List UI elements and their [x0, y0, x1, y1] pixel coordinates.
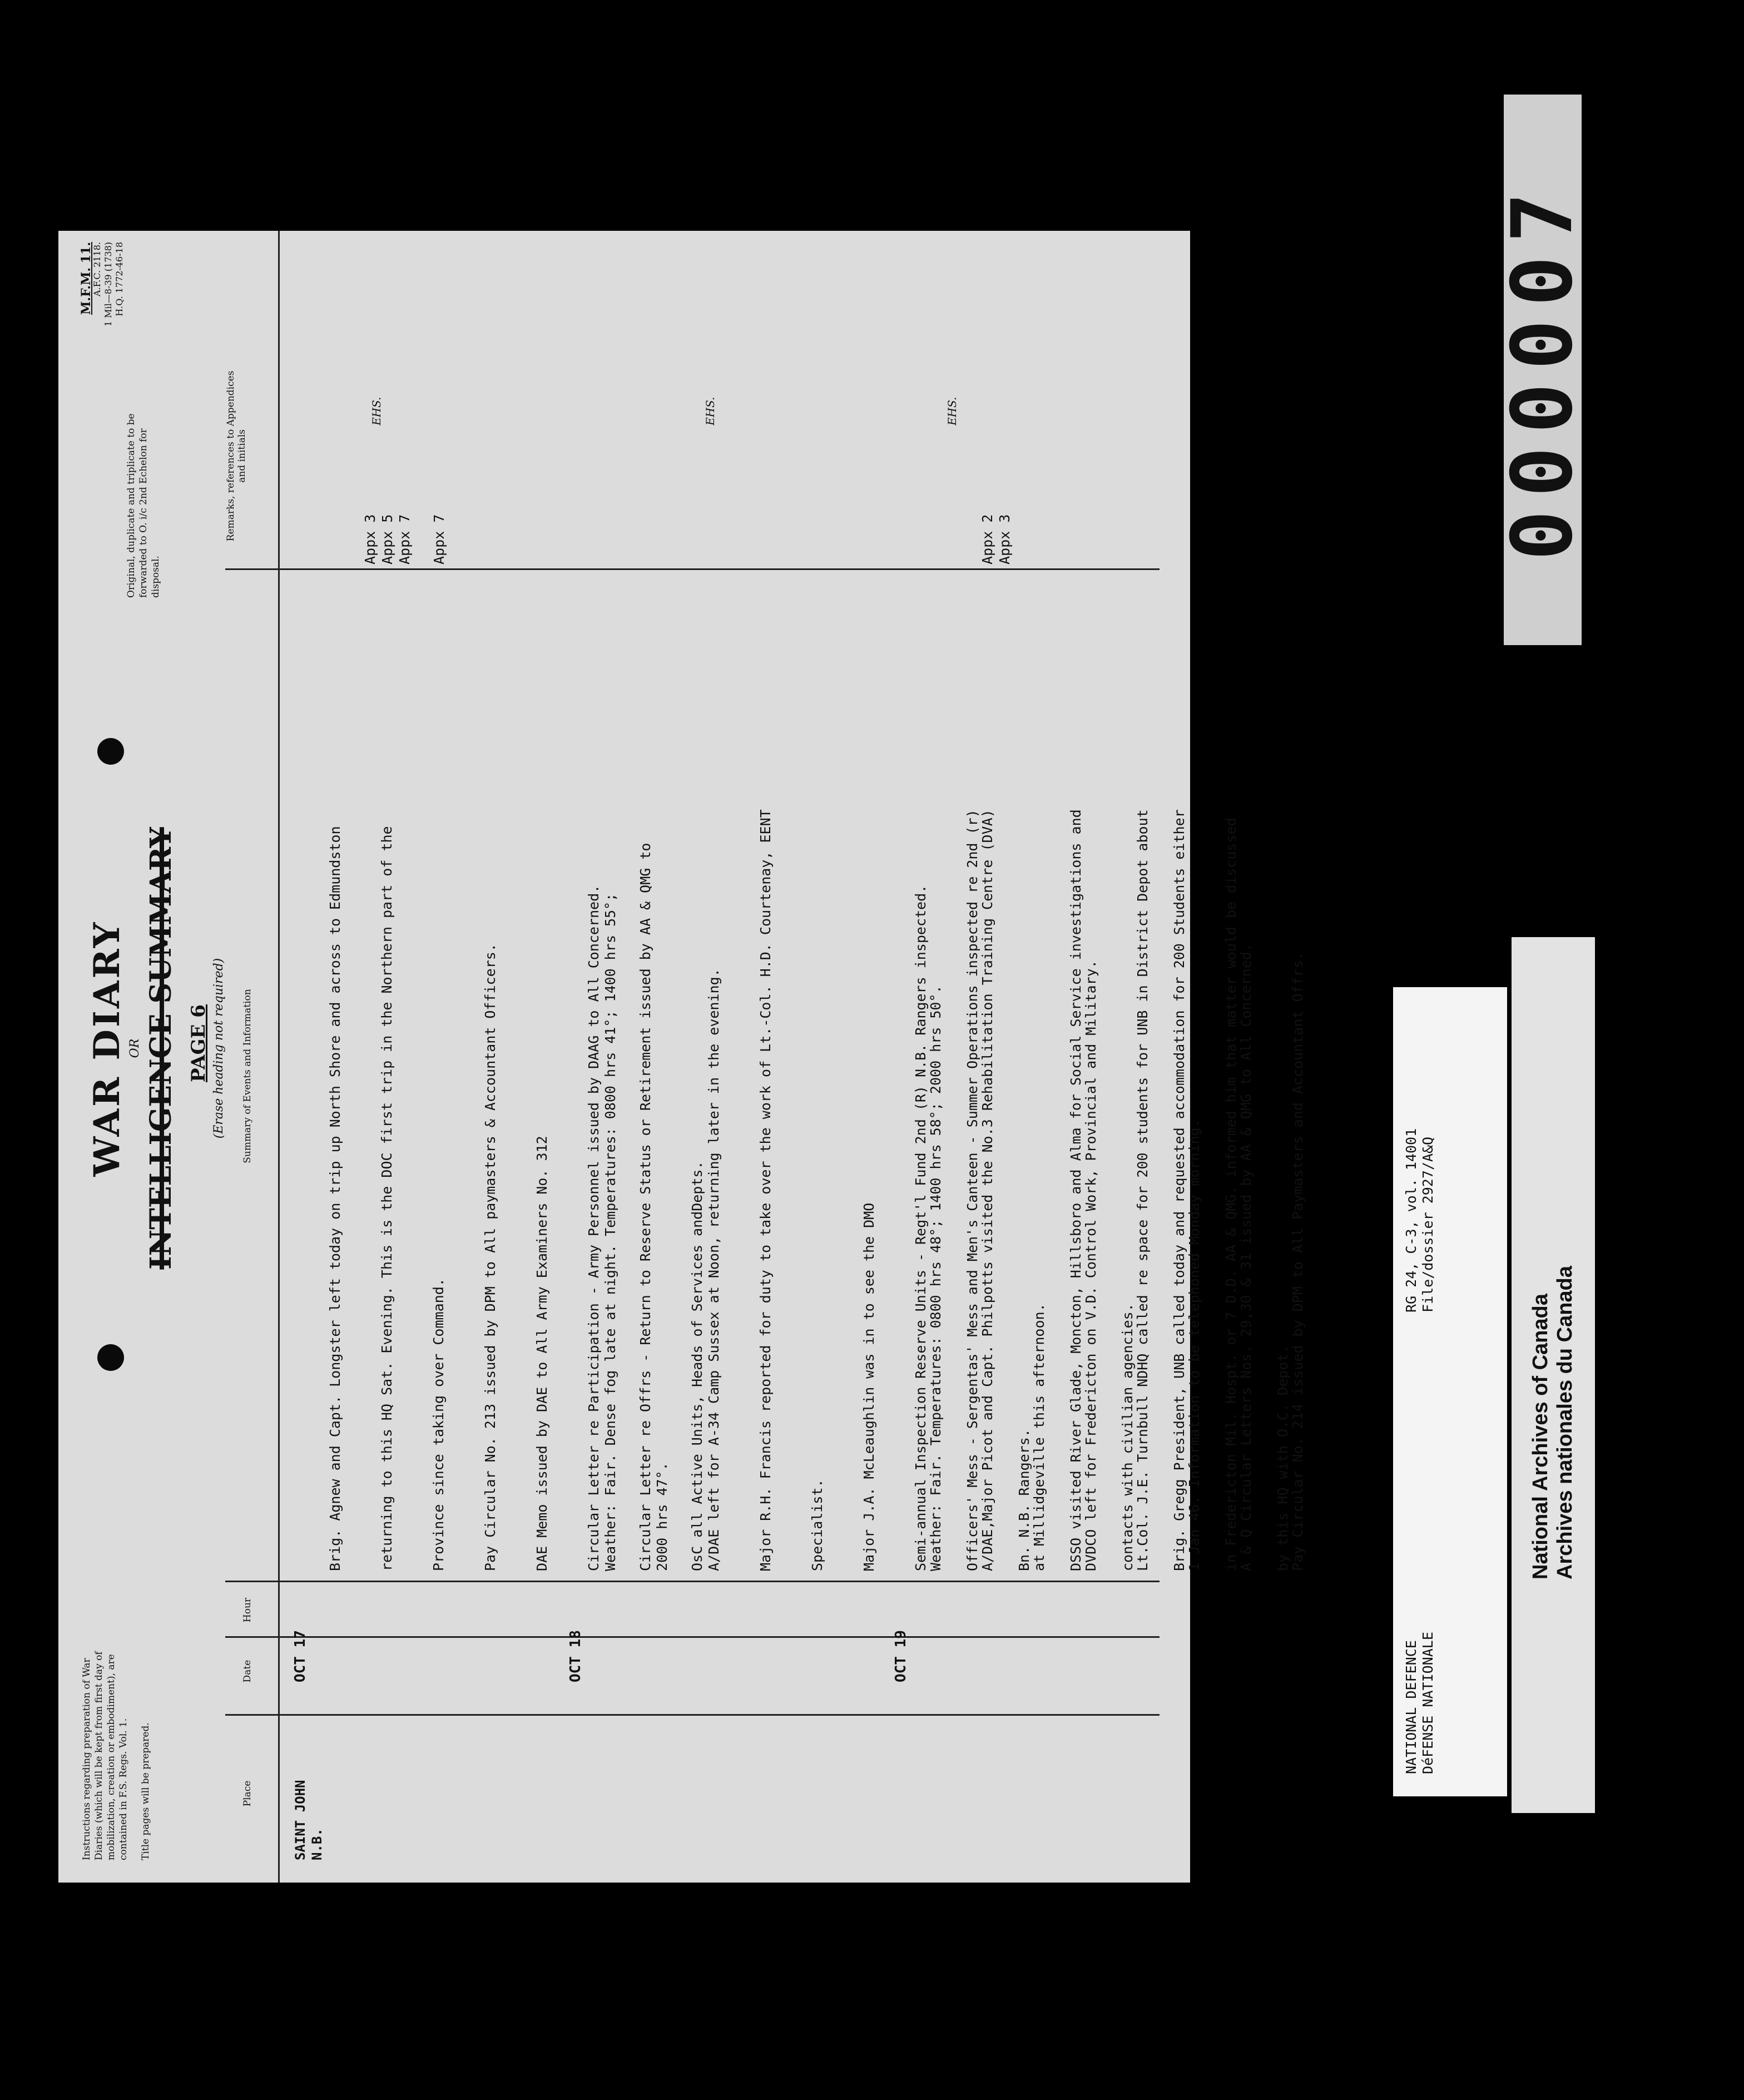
entry-line: Circular Letter re Participation - Army Personnel issued by DAAG to All Concerned. [586, 884, 602, 1571]
appendix-ref: Appx 2 [979, 514, 995, 564]
appendix-ref: Appx 3 [362, 514, 378, 564]
entry-line: DAE Memo issued by DAE to All Army Examiners No. 312 [534, 1136, 550, 1571]
entry-line: Lt.Col. J.E. Turnbull NDHQ called re space for 200 students for UNB in District Depot about [1134, 809, 1151, 1571]
entry-date: OCT 19 [893, 1630, 909, 1682]
distribution-note: Original, duplicate and triplicate to be forwarded to O. i/c 2nd Echelon for disposal. [126, 413, 161, 598]
instructions-text: Instructions regarding preparation of War Diaries (which will be kept from first day of mobilization, creation or embodiment), are contained in F.S. Regs. Vol. 1. [81, 1651, 129, 1860]
archive-ref-volume: RG 24, C-3, vol. 14001 [1403, 1128, 1419, 1312]
form-title: WAR DIARY [86, 920, 128, 1177]
col-place: Place [242, 1780, 253, 1807]
column-rule [225, 568, 1160, 570]
entry-line: A/DAE,Major Picot and Capt. Philpotts visited the No.3 Rehabilitation Training Centre (DVA) [979, 809, 995, 1571]
entry-line: Weather: Fair. Temperatures: 0800 hrs 48°; 1400 hrs 58°; 2000 hrs 50°. [928, 985, 944, 1571]
entry-line: Major R.H. Francis reported for duty to take over the work of Lt.-Col. H.D. Courtenay, EENT [757, 809, 774, 1571]
form-code-block [81, 242, 125, 370]
entry-line: Specialist. [809, 1479, 825, 1571]
entry-line: 2000 hrs 47°. [654, 1462, 670, 1571]
entry-line: Weather: Fair. Dense fog late at night. Temperatures: 0800 hrs 41°; 1400 hrs 55°; [602, 893, 618, 1571]
entry-line: Brig. Agnew and Capt. Longster left today on trip up North Shore and across to Edmundston [327, 826, 343, 1571]
remarks-oct-17 [361, 514, 448, 564]
form-ref: H.Q. 1772-46-18 [114, 242, 125, 316]
entry-date: OCT 17 [292, 1630, 309, 1682]
place-line: N.B. [309, 1828, 325, 1860]
archive-ref-file: File/dossier 2927/A&Q [1420, 1136, 1436, 1312]
entry-line: Province since taking over Command. [430, 1278, 447, 1571]
page-label: PAGE 6 [187, 1004, 210, 1082]
entry-line: DSSO visited River Glade, Moncton, Hillsboro and Alma for Social Service investigations and [1068, 809, 1084, 1571]
entry-line: Semi-annual Inspection Reserve Units - Regt'l Fund 2nd (R) N.B. Rangers inspected. [913, 884, 929, 1571]
entry-line: in Fredericton Mil. Hospt. or 7 D.D. AA & QMG. informed him that matter would be discussed [1223, 818, 1239, 1571]
form-heading [86, 798, 226, 1299]
entry-line: OsC all Active Units, Heads of Services andDepts. [689, 1161, 705, 1571]
header-rule [278, 231, 280, 1883]
initials: EHS. [370, 397, 383, 425]
entry-line: A/DAE left for A-34 Camp Sussex at Noon, returning later in the evening. [706, 968, 722, 1571]
entry-line: Pay Circular No. 214 issued by DPM to All Paymasters and Accountant Offrs. [1290, 952, 1306, 1571]
appendix-ref: Appx 7 [431, 514, 447, 564]
archive-reference-label [1393, 987, 1507, 1796]
entry-line: Pay Circular No. 213 issued by DPM to All paymasters & Accountant Officers. [482, 943, 498, 1571]
entry-line: returning to this HQ Sat. Evening. This is the DOC first trip in the Northern part of the [379, 826, 395, 1571]
appendix-ref: Appx 7 [397, 514, 413, 564]
entry-line: Bn. N.B. Rangers. [1016, 1429, 1032, 1571]
appendix-ref: Appx 5 [379, 514, 395, 564]
sheet-content [58, 231, 1306, 1883]
col-summary: Summary of Events and Information [242, 989, 253, 1163]
column-rule [225, 1581, 1160, 1582]
nac-name-en: National Archives of Canada [1529, 1294, 1552, 1579]
column-rule [225, 1636, 1160, 1638]
punch-hole [97, 1344, 124, 1371]
archives-name-label [1512, 937, 1595, 1813]
col-date: Date [242, 1660, 253, 1683]
erase-note: (Erase heading not required) [212, 958, 226, 1139]
remarks-oct-19 [979, 514, 1013, 564]
nac-name-fr: Archives nationales du Canada [1553, 1266, 1577, 1579]
form-instructions [81, 1627, 152, 1860]
appendix-ref: Appx 3 [997, 514, 1013, 564]
war-diary-sheet [58, 231, 1306, 1883]
initials: EHS. [945, 397, 959, 425]
place-cell [292, 1780, 325, 1861]
entry-line: 1 Jan 46. Information to be telephoned Monday morning. [1186, 1119, 1202, 1571]
form-ref: 1 Mil—8-39 (1738) [103, 242, 113, 327]
struck-heading: INTELLIGENCE SUMMARY [144, 827, 178, 1270]
title-pages-note: Title pages will be prepared. [140, 1722, 151, 1860]
entry-line: Major J.A. McLeaughlin was in to see the DMO [861, 1202, 877, 1571]
or-word: OR [128, 1038, 142, 1058]
form-code: M.F.M. 11. [79, 242, 93, 315]
entry-line: Officers' Mess - Sergentas' Mess and Men's Canteen - Summer Operations inspected re 2nd (r) [964, 809, 980, 1571]
place-line: SAINT JOHN [293, 1780, 308, 1860]
entry-line: at Millidgeville this afternoon. [1031, 1303, 1047, 1571]
entry-oct-19 [893, 581, 1341, 1571]
appendix-ref [413, 514, 430, 564]
initials: EHS. [703, 397, 717, 425]
entry-date: OCT 18 [567, 1630, 584, 1682]
column-rule [225, 1714, 1160, 1716]
col-hour: Hour [242, 1597, 253, 1623]
entry-line: Circular Letter re Offrs - Return to Reserve Status or Retirement issued by AA & QMG to [637, 843, 653, 1571]
column-headings [220, 231, 275, 1883]
frame-number: 000007 [1504, 95, 1582, 645]
dept-en: NATIONAL DEFENCE [1403, 1640, 1419, 1774]
form-ref: A.F.C. 2118. [92, 242, 102, 296]
entry-line: DVDCO left for Fredericton on V.D. Control Work, Provincial and Military. [1083, 960, 1099, 1571]
entry-line: by this HQ with O.C. Depot. [1275, 1345, 1291, 1571]
punch-hole [97, 738, 124, 765]
col-remarks: Remarks, references to Appendices and initials [225, 370, 247, 542]
entry-line: Brig. Gregg President, UNB called today and requested accommodation for 200 Students either [1171, 809, 1187, 1571]
entry-line: A & Q Circular Letters Nos. 29,30 & 31 issued by AA & QMG to All Concerned. [1238, 943, 1254, 1571]
dept-fr: DéFENSE NATIONALE [1420, 1632, 1436, 1774]
frame-number-strip [1494, 95, 1591, 645]
entry-line: contacts with civilian agencies. [1119, 1303, 1136, 1571]
